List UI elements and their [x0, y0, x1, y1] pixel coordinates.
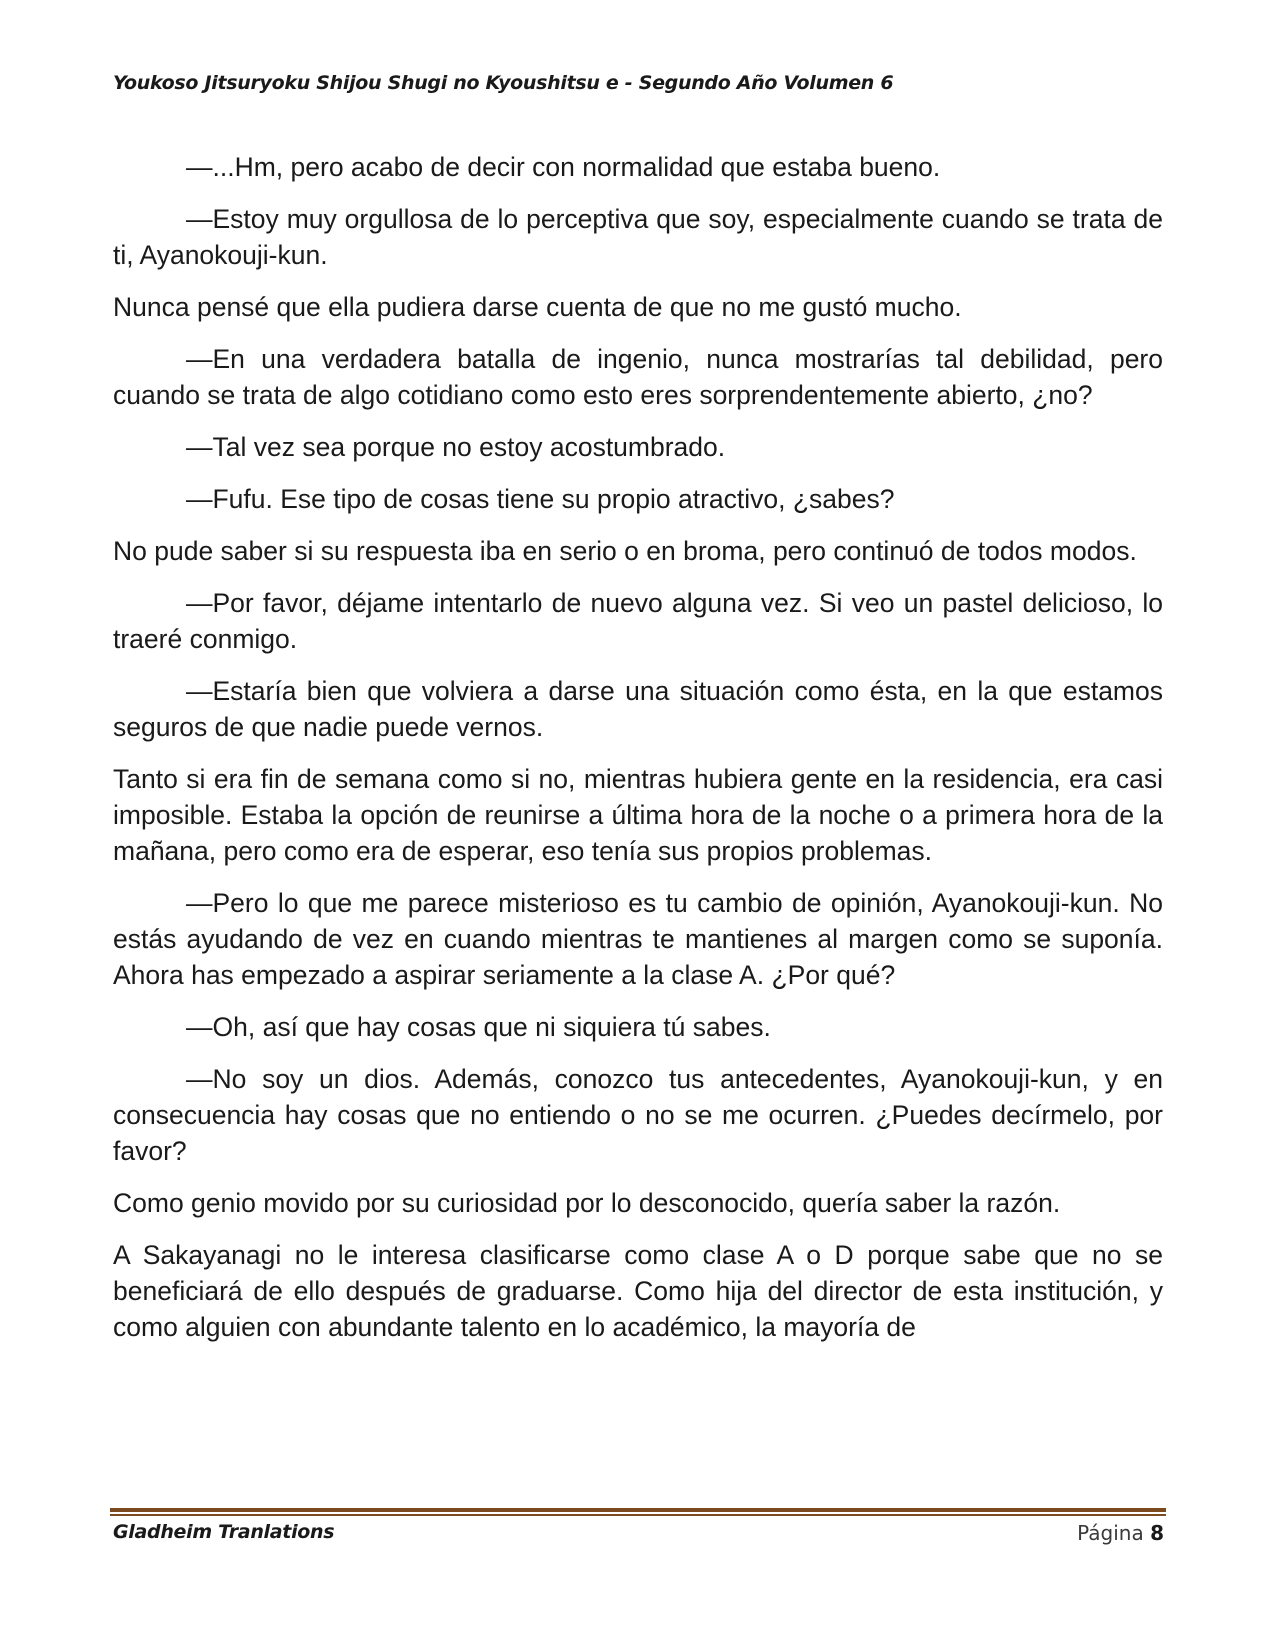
- page-body: [113, 149, 1163, 1361]
- paragraph: Como genio movido por su curiosidad por lo desconocido, quería saber la razón.: [113, 1188, 1061, 1218]
- paragraph: No pude saber si su respuesta iba en serio o en broma, pero continuó de todos modos.: [113, 536, 1137, 566]
- footer-credit: Gladheim Tranlations: [113, 1521, 335, 1543]
- paragraph: —Tal vez sea porque no estoy acostumbrado.: [186, 432, 726, 462]
- paragraph: —Fufu. Ese tipo de cosas tiene su propio atractivo, ¿sabes?: [186, 484, 895, 514]
- footer-divider-thin: [110, 1514, 1166, 1516]
- paragraph: —...Hm, pero acabo de decir con normalidad que estaba bueno.: [186, 152, 941, 182]
- paragraph: Nunca pensé que ella pudiera darse cuenta de que no me gustó mucho.: [113, 292, 962, 322]
- paragraph: —Estaría bien que volviera a darse una situación como ésta, en la que estamos seguros de que nadie puede vernos.: [113, 676, 1163, 742]
- footer-page-indicator: [1077, 1521, 1164, 1545]
- paragraph: —Estoy muy orgullosa de lo perceptiva que soy, especialmente cuando se trata de ti, Ayanokouji-kun.: [113, 204, 1163, 270]
- page-header-title: Youkoso Jitsuryoku Shijou Shugi no Kyoushitsu e - Segundo Año Volumen 6: [113, 72, 894, 94]
- paragraph: —Por favor, déjame intentarlo de nuevo alguna vez. Si veo un pastel delicioso, lo traeré conmigo.: [113, 588, 1163, 654]
- paragraph: A Sakayanagi no le interesa clasificarse como clase A o D porque sabe que no se beneficiará de ello después de graduarse. Como hija del director de esta institución, y como alguien con abundante talento en lo académico, la mayoría de: [113, 1240, 1163, 1342]
- footer-divider: [110, 1508, 1166, 1516]
- paragraph: —Oh, así que hay cosas que ni siquiera tú sabes.: [186, 1012, 771, 1042]
- paragraph: —Pero lo que me parece misterioso es tu cambio de opinión, Ayanokouji-kun. No estás ayudando de vez en cuando mientras te mantienes al margen como se suponía. Ahora has empezado a aspirar seriamente a la clase A. ¿Por qué?: [113, 888, 1163, 990]
- paragraph: Tanto si era fin de semana como si no, mientras hubiera gente en la residencia, era casi imposible. Estaba la opción de reunirse a última hora de la noche o a primera hora de la mañana, pero como era de esperar, eso tenía sus propios problemas.: [113, 764, 1163, 866]
- paragraph: —No soy un dios. Además, conozco tus antecedentes, Ayanokouji-kun, y en consecuencia hay cosas que no entiendo o no se me ocurren. ¿Puedes decírmelo, por favor?: [113, 1064, 1163, 1166]
- paragraph: —En una verdadera batalla de ingenio, nunca mostrarías tal debilidad, pero cuando se trata de algo cotidiano como esto eres sorprendentemente abierto, ¿no?: [113, 344, 1163, 410]
- page-number: 8: [1150, 1521, 1164, 1545]
- page-label: Página: [1077, 1521, 1144, 1545]
